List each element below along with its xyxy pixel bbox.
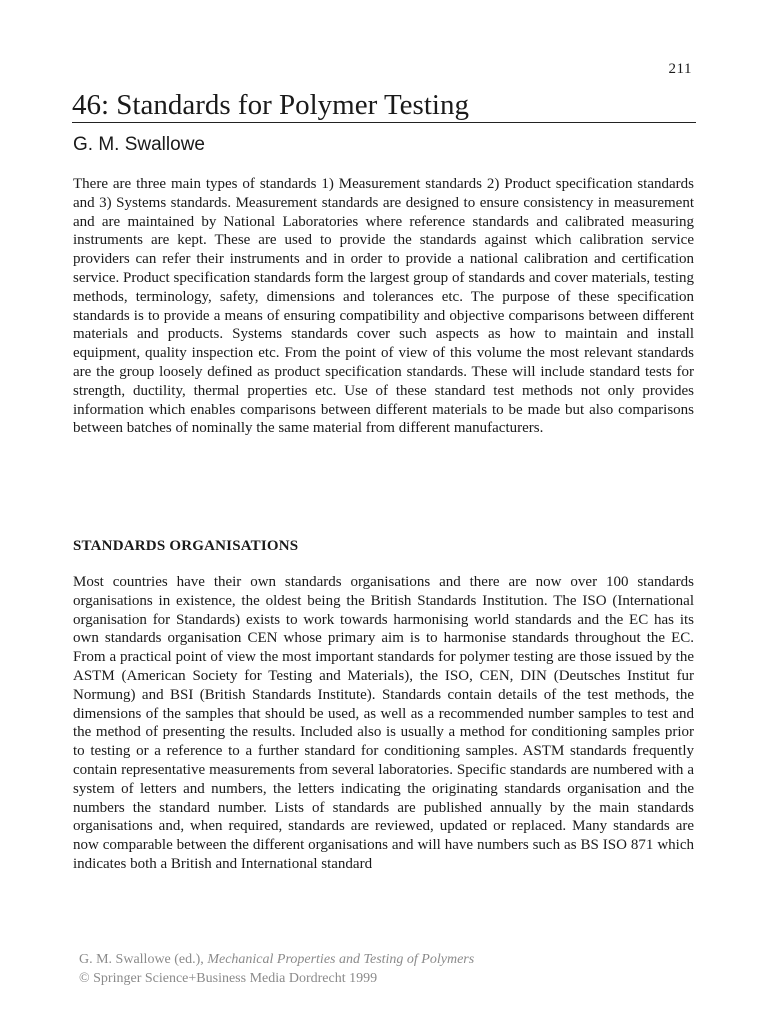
- footer-book-title: Mechanical Properties and Testing of Polymers: [207, 952, 475, 967]
- footer-copyright: © Springer Science+Business Media Dordrecht 1999: [79, 971, 378, 986]
- footer-editor: G. M. Swallowe (ed.),: [79, 952, 208, 967]
- section-paragraph: Most countries have their own standards organisations and there are now over 100 standards organisations in existence, the oldest being the British Standards Institution. The ISO (International organisation for Standards) exists to work towards harmonising world standards and the EC has its own standards organisation CEN whose primary aim is to harmonise standards throughout the EC. From a practical point of view the most important standards for polymer testing are those issued by the ASTM (American Society for Testing and Materials), the ISO, CEN, DIN (Deutsches Institut fur Normung) and BSI (British Standards Institute). Standards contain details of the test methods, the dimensions of the samples that should be used, as well as a recommended number samples to test and the method of presenting the results. Included also is usually a method for conditioning samples prior to testing or a reference to a further standard for conditioning samples. ASTM standards frequently contain representative measurements from several laboratories. Specific standards are numbered with a system of letters and numbers, the letters indicating the originating standards organisation and the numbers the standard number. Lists of standards are published annually by the main standards organisations and, when required, standards are reviewed, updated or replaced. Many standards are now comparable between the different organisations and will have numbers such as BS ISO 871 which indicates both a British and International standard: [73, 574, 694, 872]
- author-name: G. M. Swallowe: [73, 134, 205, 155]
- section-heading: STANDARDS ORGANISATIONS: [73, 538, 299, 554]
- page-number: 211: [668, 61, 692, 77]
- footer-citation: [79, 950, 474, 988]
- intro-paragraph: There are three main types of standards 1) Measurement standards 2) Product specification standards and 3) Systems standards. Measurement standards are designed to ensure consistency in measurement and are maintained by National Laboratories where reference standards and calibrated measuring instruments are kept. These are used to provide the standards against which calibration service providers can refer their instruments and in order to provide a national calibration and certification service. Product specification standards form the largest group of standards and cover materials, testing methods, terminology, safety, dimensions and tolerances etc. The purpose of these specification standards is to provide a means of ensuring compatibility and objective comparisons between different materials and products. Systems standards cover such aspects as how to maintain and install equipment, quality inspection etc. From the point of view of this volume the most relevant standards are the group loosely defined as product specification standards. These will include standard tests for strength, ductility, thermal properties etc. Use of these standard test methods not only provides information which enables comparisons between different materials to be made but also comparisons between batches of nominally the same material from different manufacturers.: [73, 176, 694, 437]
- footer-citation-line: [79, 950, 474, 969]
- chapter-title: 46: Standards for Polymer Testing: [72, 88, 696, 123]
